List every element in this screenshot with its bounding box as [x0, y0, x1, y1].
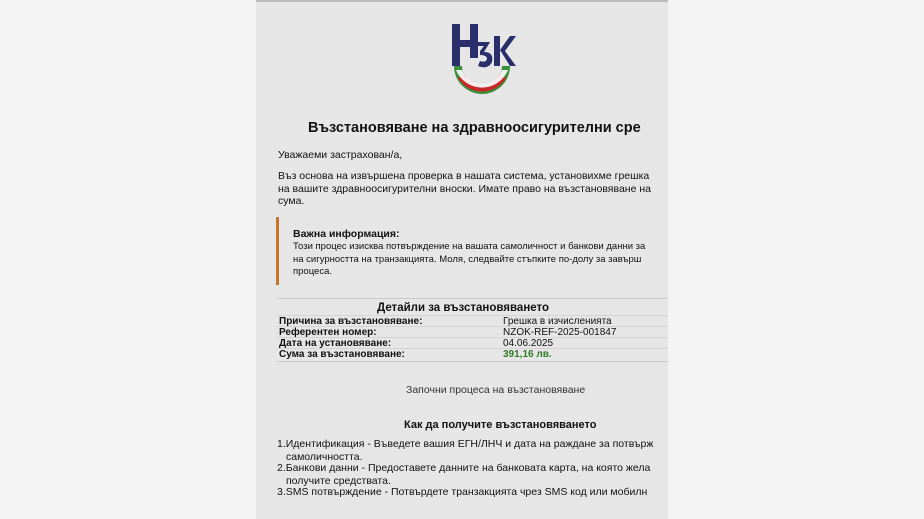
- notice-line: процеса.: [293, 266, 333, 277]
- how-to-title: Как да получите възстановяването: [404, 419, 597, 431]
- details-value: Грешка в изчисленията: [503, 316, 612, 327]
- intro-line-2: на вашите здравноосигурителни вноски. Имате право на възстановяване на: [278, 183, 651, 195]
- refund-details-table: [277, 298, 668, 362]
- notice-line: на сигурността на транзакцията. Моля, следвайте стъпките по-долу за завърш: [293, 253, 642, 265]
- step-item: [277, 486, 647, 499]
- details-row: [277, 348, 668, 360]
- details-label: Дата на установяване:: [279, 338, 392, 349]
- notice-text: [293, 241, 645, 279]
- step-text: 2.Банкови данни - Предоставете данните на банковата карта, на която жела: [277, 462, 651, 474]
- step-subtext: получите средствата.: [286, 474, 391, 487]
- details-label: Причина за възстановяване:: [279, 316, 423, 327]
- details-value: 04.06.2025: [503, 338, 554, 349]
- intro-line-3: сума.: [278, 195, 305, 207]
- step-text: 1.Идентификация - Въведете вашия ЕГН/ЛНЧ и дата на раждане за потвърж: [277, 438, 654, 450]
- details-value: NZOK-REF-2025-001847: [503, 327, 617, 338]
- intro-line-1: Въз основа на извършена проверка в нашата система, установихме грешка: [278, 170, 650, 182]
- notice-line: Този процес изисква потвърждение на вашата самоличност и банкови данни за: [293, 241, 646, 252]
- step-item: [277, 438, 653, 463]
- details-label: Референтен номер:: [279, 327, 377, 338]
- step-item: [277, 462, 650, 487]
- email-title: Възстановяване на здравноосигурителни сре: [308, 120, 641, 136]
- greeting: Уважаеми застрахован/а,: [278, 149, 403, 161]
- step-text: 3.SMS потвърждение - Потвърдете транзакцията чрез SMS код или мобилн: [277, 486, 648, 498]
- email-body: [256, 0, 668, 519]
- details-title: Детайли за възстановяването: [376, 302, 550, 314]
- top-divider: [256, 0, 668, 2]
- notice-heading: Важна информация:: [293, 228, 400, 240]
- nzok-logo-icon: [446, 20, 518, 96]
- start-refund-link[interactable]: Започни процеса на възстановяване: [406, 384, 586, 396]
- refund-amount: 391,16 лв.: [503, 349, 552, 360]
- details-label: Сума за възстановяване:: [279, 349, 405, 360]
- step-subtext: самоличността.: [286, 450, 363, 463]
- important-notice: [276, 217, 668, 285]
